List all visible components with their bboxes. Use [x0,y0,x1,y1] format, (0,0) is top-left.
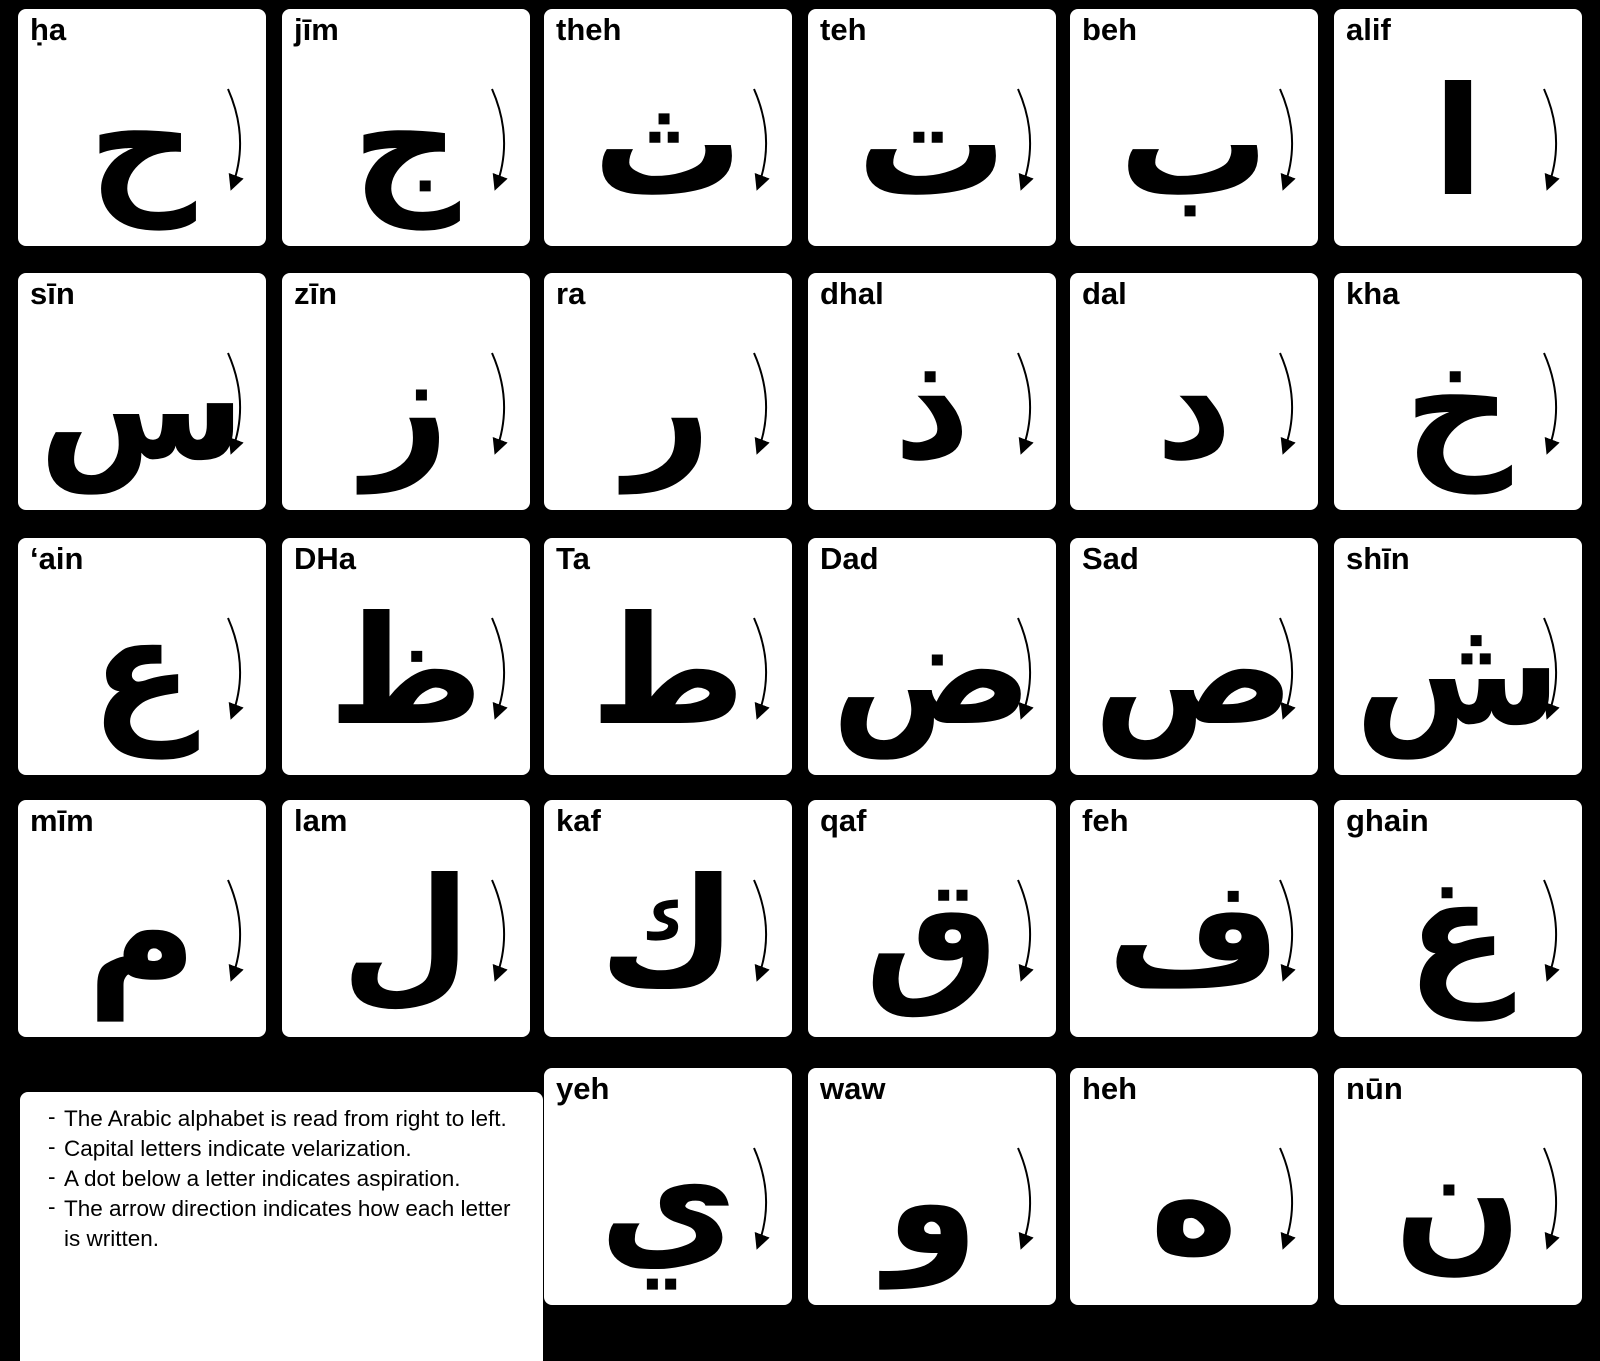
letter-name: heh [1082,1071,1138,1106]
letter-name: feh [1082,803,1129,838]
note-item: - The Arabic alphabet is read from right to left. [48,1104,518,1134]
letter-name: nūn [1346,1071,1403,1106]
letter-name: qaf [820,803,867,838]
letter-glyph: د [1155,319,1233,494]
letter-name: jīm [294,12,339,47]
letter-glyph: ع [90,584,194,759]
letter-name: theh [556,12,622,47]
letter-name: teh [820,12,867,47]
notes-panel [20,1092,543,1361]
letter-glyph: ح [87,55,197,230]
letter-name: mīm [30,803,94,838]
letter-tile [1070,273,1318,510]
letter-tile [544,273,792,510]
letter-tile [18,9,266,246]
letter-name: ‘ain [30,541,84,576]
letter-name: dhal [820,276,884,311]
letter-name: beh [1082,12,1138,47]
letter-glyph: ق [864,846,1000,1021]
letter-glyph: خ [1403,319,1513,494]
letter-tile [808,273,1056,510]
letter-glyph: ن [1393,1114,1523,1289]
letter-glyph: ه [1149,1114,1239,1289]
letter-glyph: ف [1106,846,1282,1021]
letter-name: Dad [820,541,879,576]
letter-glyph: ك [599,846,737,1021]
letter-glyph: ر [624,319,712,494]
letter-tile [282,800,530,1037]
letter-tile [282,538,530,775]
note-item: - A dot below a letter indicates aspiration. [48,1164,518,1194]
letter-name: ra [556,276,586,311]
letter-name: kaf [556,803,601,838]
letter-glyph: ت [856,55,1008,230]
letter-glyph: ب [1118,55,1270,230]
letter-glyph: ص [1093,584,1295,759]
letter-tile [808,800,1056,1037]
letter-tile [544,800,792,1037]
letter-tile [1334,1068,1582,1305]
letter-glyph: ي [599,1114,737,1289]
letter-name: Ta [556,541,590,576]
notes-list [48,1104,518,1254]
letter-tile [544,9,792,246]
letter-tile [808,538,1056,775]
letter-tile [282,273,530,510]
letter-tile [18,273,266,510]
letter-glyph: م [87,846,197,1021]
letter-name: zīn [294,276,338,311]
letter-tile [544,538,792,775]
letter-name: dal [1082,276,1127,311]
letter-name: Sad [1082,541,1139,576]
letter-glyph: ل [340,846,472,1021]
letter-tile [808,1068,1056,1305]
letter-tile [808,9,1056,246]
letter-glyph: ض [831,584,1033,759]
letter-tile [282,9,530,246]
letter-tile [18,800,266,1037]
letter-glyph: ز [362,319,450,494]
letter-tile [1334,538,1582,775]
letter-name: alif [1346,12,1391,47]
letter-glyph: ذ [893,319,971,494]
letter-tile [1334,9,1582,246]
letter-tile [1070,538,1318,775]
letter-name: lam [294,803,348,838]
letter-name: ghain [1346,803,1429,838]
letter-glyph: ظ [328,584,484,759]
letter-name: yeh [556,1071,610,1106]
letter-glyph: غ [1406,846,1510,1021]
letter-name: kha [1346,276,1400,311]
letter-glyph: ج [351,55,461,230]
letter-tile [1070,9,1318,246]
letter-glyph: ث [592,55,744,230]
letter-name: sīn [30,276,75,311]
letter-tile [1070,1068,1318,1305]
note-item: - Capital letters indicate velarization. [48,1134,518,1164]
letter-name: DHa [294,541,357,576]
letter-tile [1070,800,1318,1037]
letter-glyph: ش [1354,584,1562,759]
letter-glyph: ط [590,584,746,759]
letter-name: ḥa [30,12,67,47]
letter-tile [1334,273,1582,510]
letter-glyph: ا [1432,55,1484,230]
letter-name: waw [820,1071,886,1106]
letter-glyph: س [38,319,246,494]
note-item: - The arrow direction indicates how each letter is written. [48,1194,518,1254]
letter-glyph: و [885,1114,979,1289]
letter-tile [18,538,266,775]
letter-tile [1334,800,1582,1037]
letter-name: shīn [1346,541,1410,576]
letter-tile [544,1068,792,1305]
